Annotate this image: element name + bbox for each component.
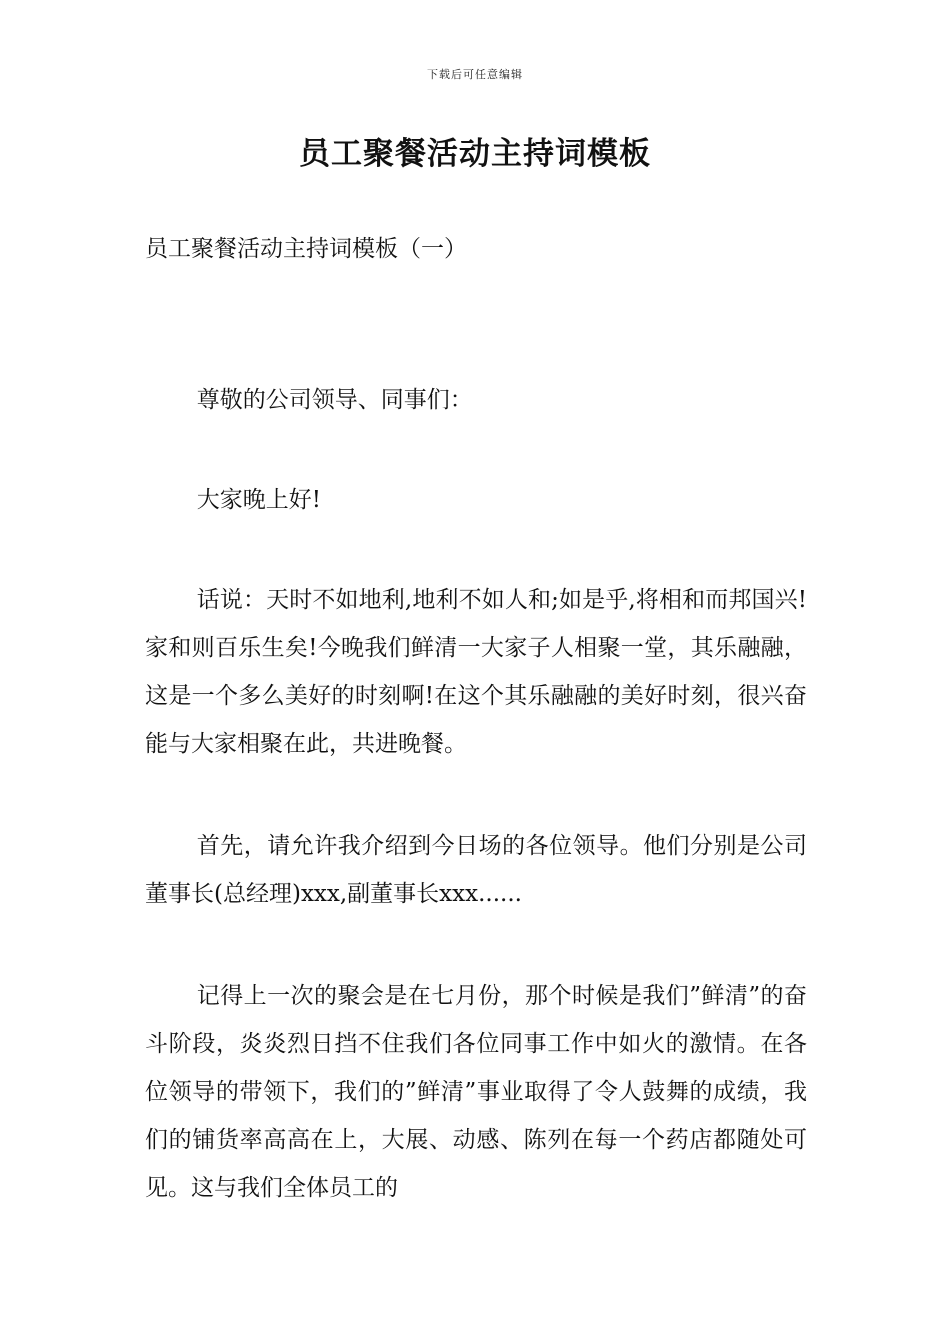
paragraph-recollection: 记得上一次的聚会是在七月份，那个时候是我们”鲜清”的奋斗阶段，炎炎烈日挡不住我们各位同事工作中如火的激情。在各位领导的带领下，我们的”鲜清”事业取得了令人鼓舞的成绩，我们的铺货率高高在上，大展、动感、陈列在每一个药店都随处可见。这与我们全体员工的: [145, 983, 807, 1201]
paragraph-block: [145, 376, 807, 424]
paragraph-block: [145, 476, 807, 524]
section-title: 员工聚餐活动主持词模板（一）: [145, 236, 467, 262]
paragraph-greeting: 尊敬的公司领导、同事们：: [196, 387, 473, 413]
paragraph-evening: 大家晚上好!: [196, 487, 321, 513]
paragraph-block: [145, 822, 807, 918]
paragraph-introduction: 首先，请允许我介绍到今日场的各位领导。他们分别是公司董事长(总经理)xxx,副董事长xxx......: [145, 833, 807, 907]
document-title: 员工聚餐活动主持词模板: [299, 136, 651, 172]
header-note: 下载后可任意编辑: [427, 68, 523, 81]
paragraph-block: [145, 972, 807, 1212]
paragraph-block: [145, 576, 807, 768]
paragraph-opening: 话说：天时不如地利,地利不如人和;如是乎,将相和而邦国兴!家和则百乐生矣!今晚我们鲜清一大家子人相聚一堂，其乐融融，这是一个多么美好的时刻啊!在这个其乐融融的美好时刻，很兴奋能与大家相聚在此，共进晚餐。: [145, 587, 807, 757]
